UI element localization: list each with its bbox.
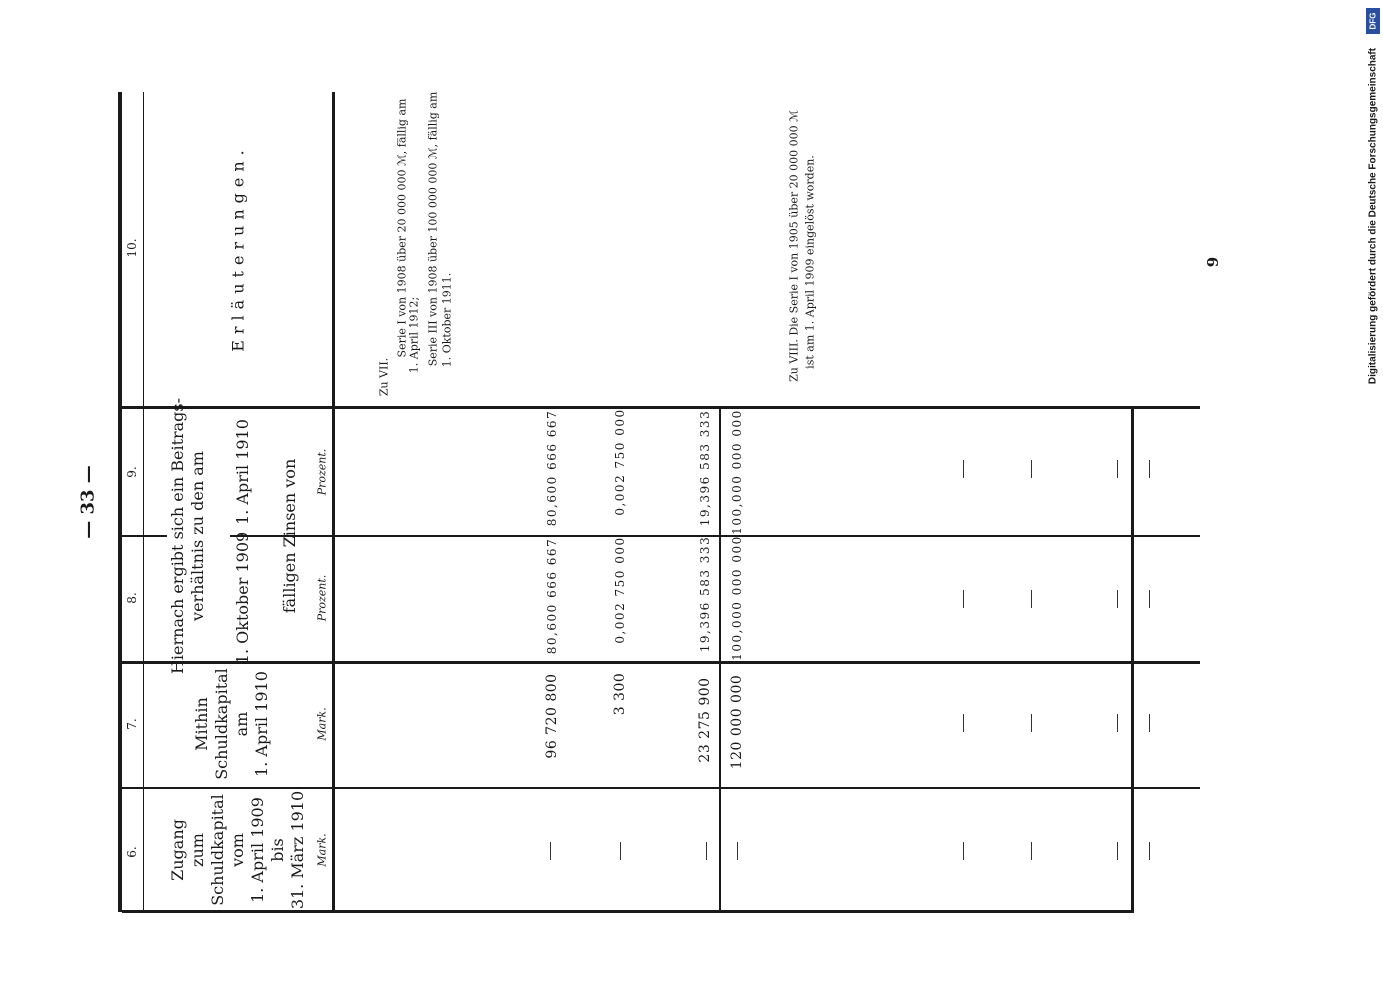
table-cell-dash	[620, 842, 621, 860]
note-vii-line-1: Serie I von 1908 über 20 000 000 ℳ, fällig am	[395, 98, 409, 358]
empty-cell-dash	[1149, 842, 1150, 860]
page-signature: 9	[1204, 256, 1222, 268]
column-9-unit: Prozent.	[315, 448, 329, 496]
note-vii-line-2: 1. April 1912;	[407, 296, 421, 374]
note-viii-line-2: ist am 1. April 1909 eingelöst worden.	[803, 155, 817, 369]
column-number-9: 9.	[125, 466, 139, 478]
note-vii-line-3: Serie III von 1908 über 100 000 000 ℳ, fällig am	[426, 91, 440, 367]
column-number-6: 6.	[125, 846, 139, 858]
empty-cell-dash	[1149, 590, 1150, 608]
table-cell-dash	[706, 842, 707, 860]
table-cell-percent-oct-total: 100,000 000 000	[730, 535, 744, 661]
table-top-border	[118, 92, 122, 912]
section-end-line	[1131, 406, 1134, 912]
note-viii-line-1: Zu VIII. Die Serie I von 1905 über 20 000 000 ℳ	[787, 110, 801, 382]
empty-cell-dash	[1149, 714, 1150, 732]
empty-cell-dash	[963, 460, 964, 478]
table-cell-percent-apr: 19,396 583 333	[698, 409, 712, 527]
dfg-logo	[1366, 8, 1380, 34]
table-cell-percent-oct: 0,002 750 000	[613, 536, 627, 644]
empty-cell-dash	[1031, 842, 1032, 860]
column-number-8: 8.	[125, 592, 139, 604]
empty-cell-dash	[963, 590, 964, 608]
colnum-row-border	[143, 92, 144, 912]
table-cell-capital-total: 120 000 000	[729, 674, 745, 770]
table-cell-percent-apr: 0,002 750 000	[613, 408, 627, 516]
column-8-unit: Prozent.	[315, 574, 329, 622]
empty-cell-dash	[1117, 714, 1118, 732]
empty-cell-dash	[1149, 460, 1150, 478]
empty-cell-dash	[1031, 714, 1032, 732]
empty-cell-dash	[963, 714, 964, 732]
column-number-10: 10.	[125, 238, 139, 258]
empty-cell-dash	[1117, 460, 1118, 478]
column-7-header: Mithin Schuldkapital am 1. April 1910	[192, 668, 271, 780]
column-9-date: 1. April 1910	[233, 419, 252, 525]
table-cell-capital: 3 300	[612, 672, 628, 716]
table-cell-percent-oct: 80,600 666 667	[545, 537, 559, 655]
note-vii-label: Zu VII.	[377, 357, 391, 397]
divider-c9-c8-upper	[122, 535, 167, 537]
column-6-header: Zugang zum Schuldkapital vom 1. April 1909 bis 31. März 1910	[168, 790, 307, 910]
column-8-9-header: Hiernach ergibt sich ein Beitrags- verhältnis zu den am	[168, 397, 207, 675]
table-cell-percent-apr: 80,600 666 667	[545, 409, 559, 527]
table-cell-percent-oct: 19,396 583 333	[698, 535, 712, 653]
column-6-unit: Mark.	[315, 833, 329, 867]
table-cell-percent-apr-total: 100,000 000 000	[730, 409, 744, 535]
divider-c9-c8	[230, 535, 1200, 537]
empty-cell-dash	[1031, 460, 1032, 478]
column-8-date: 1. Oktober 1909	[233, 531, 252, 665]
table-cell-capital: 23 275 900	[697, 677, 713, 763]
empty-cell-dash	[963, 842, 964, 860]
column-number-7: 7.	[125, 718, 139, 730]
table-cell-dash	[550, 842, 551, 860]
column-8-9-subheader: fälligen Zinsen von	[280, 458, 299, 614]
empty-cell-dash	[1031, 590, 1032, 608]
table-cell-capital: 96 720 800	[544, 673, 560, 759]
funding-sidebar-text: Digitalisierung gefördert durch die Deutsche Forschungsgemeinschaft	[1367, 47, 1379, 385]
empty-cell-dash	[1117, 590, 1118, 608]
sum-row-line	[719, 406, 721, 912]
divider-c10-c9	[122, 406, 1200, 409]
note-vii-line-4: 1. Oktober 1911.	[440, 272, 454, 368]
table-bottom-border	[122, 910, 1134, 913]
table-cell-dash	[737, 842, 738, 860]
column-7-unit: Mark.	[315, 707, 329, 741]
dfg-logo-text: DFG	[1368, 12, 1378, 30]
header-bottom-border	[332, 92, 335, 912]
page-number-header: — 33 —	[77, 465, 99, 539]
divider-c8-c7	[122, 661, 1200, 664]
column-10-header: Erläuterungen.	[228, 144, 248, 352]
empty-cell-dash	[1117, 842, 1118, 860]
divider-c7-c6	[122, 787, 1200, 789]
